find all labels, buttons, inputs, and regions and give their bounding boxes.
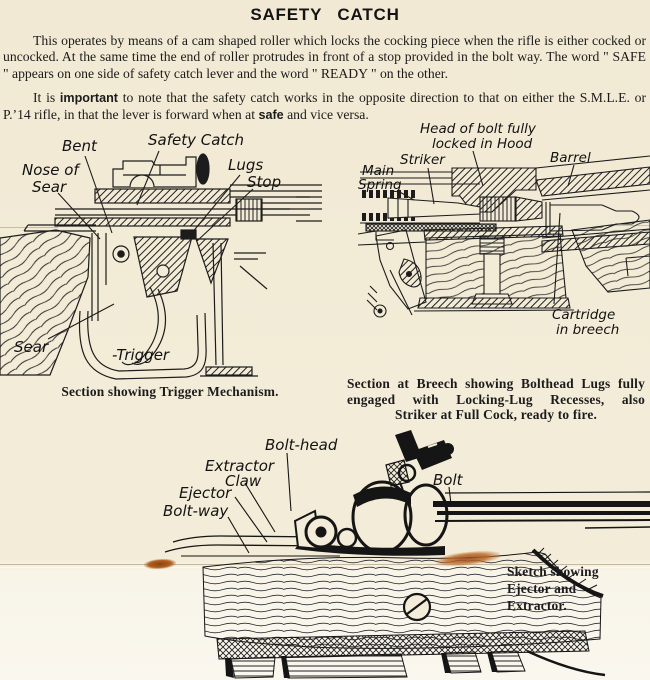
breech-caption-line1: Section at Breech showing Bolthead Lugs fully (347, 376, 645, 391)
label-bent: Bent (62, 137, 97, 155)
label-trigger: -Trigger (112, 346, 170, 364)
label-head-of-bolt-line1: Head of bolt fully (420, 121, 536, 137)
figure-trigger-mechanism (0, 125, 330, 400)
label-head-of-bolt-line2: locked in Hood (432, 136, 533, 152)
label-nose-of: Nose of (22, 161, 79, 179)
label-cartridge-line1: Cartridge (552, 307, 616, 323)
label-main: Main (362, 163, 395, 179)
page-title: SAFETY CATCH (250, 5, 400, 24)
label-ejector: Ejector (179, 484, 232, 502)
label-claw: Claw (225, 472, 262, 490)
label-nose-sear: Sear (32, 178, 67, 196)
bolt-caption-line1: Sketch showing (507, 564, 599, 579)
label-lugs: Lugs (228, 156, 264, 174)
breech-caption-line2: engaged with Locking-Lug Recesses, also (347, 391, 645, 407)
important-tail: and vice versa. (283, 106, 369, 122)
intro-paragraph (3, 33, 646, 82)
label-bolt: Bolt (433, 471, 463, 489)
label-safety-catch: Safety Catch (148, 131, 245, 149)
label-striker: Striker (400, 152, 445, 168)
intro-paragraph-text: This operates by means of a cam shaped roller which locks the cocking piece when the rifle is either cocked or uncocked. At the same time the end of roller protrudes in front of a stop provided in the bolt way. The word " SAFE " appears on one side of safety catch lever and the word " READY " on the other. (3, 33, 646, 81)
label-barrel: Barrel (550, 150, 591, 166)
safe-bold-word: safe (258, 107, 284, 122)
label-spring: Spring (358, 177, 402, 193)
label-cartridge-line2: in breech (556, 322, 620, 338)
bolt-caption-line2: Ejector and (507, 581, 577, 596)
important-bold-word: important (59, 91, 118, 106)
breech-section-art (358, 156, 650, 317)
breech-caption (347, 376, 645, 423)
label-bolt-way: Bolt-way (163, 502, 229, 520)
breech-caption-line3: Striker at Full Cock, ready to fire. (394, 407, 598, 423)
trigger-caption: Section showing Trigger Mechanism. (61, 384, 279, 399)
bolt-caption-line3: Extractor. (507, 598, 567, 613)
important-mid: to note that the safety catch works in the opposite direction to that on either the S.M.L.E. or P.’14 rifle, in that the lever is forward when at (3, 90, 646, 122)
bolt-caption (507, 563, 642, 614)
figure-breech-section (330, 118, 650, 353)
important-lead: It is (33, 90, 60, 106)
label-extractor: Extractor (205, 457, 275, 475)
label-stop: Stop (247, 173, 282, 191)
label-bolt-head: Bolt-head (265, 436, 338, 454)
figure-bolt-sketch (145, 425, 650, 680)
label-sear: Sear (14, 338, 49, 356)
